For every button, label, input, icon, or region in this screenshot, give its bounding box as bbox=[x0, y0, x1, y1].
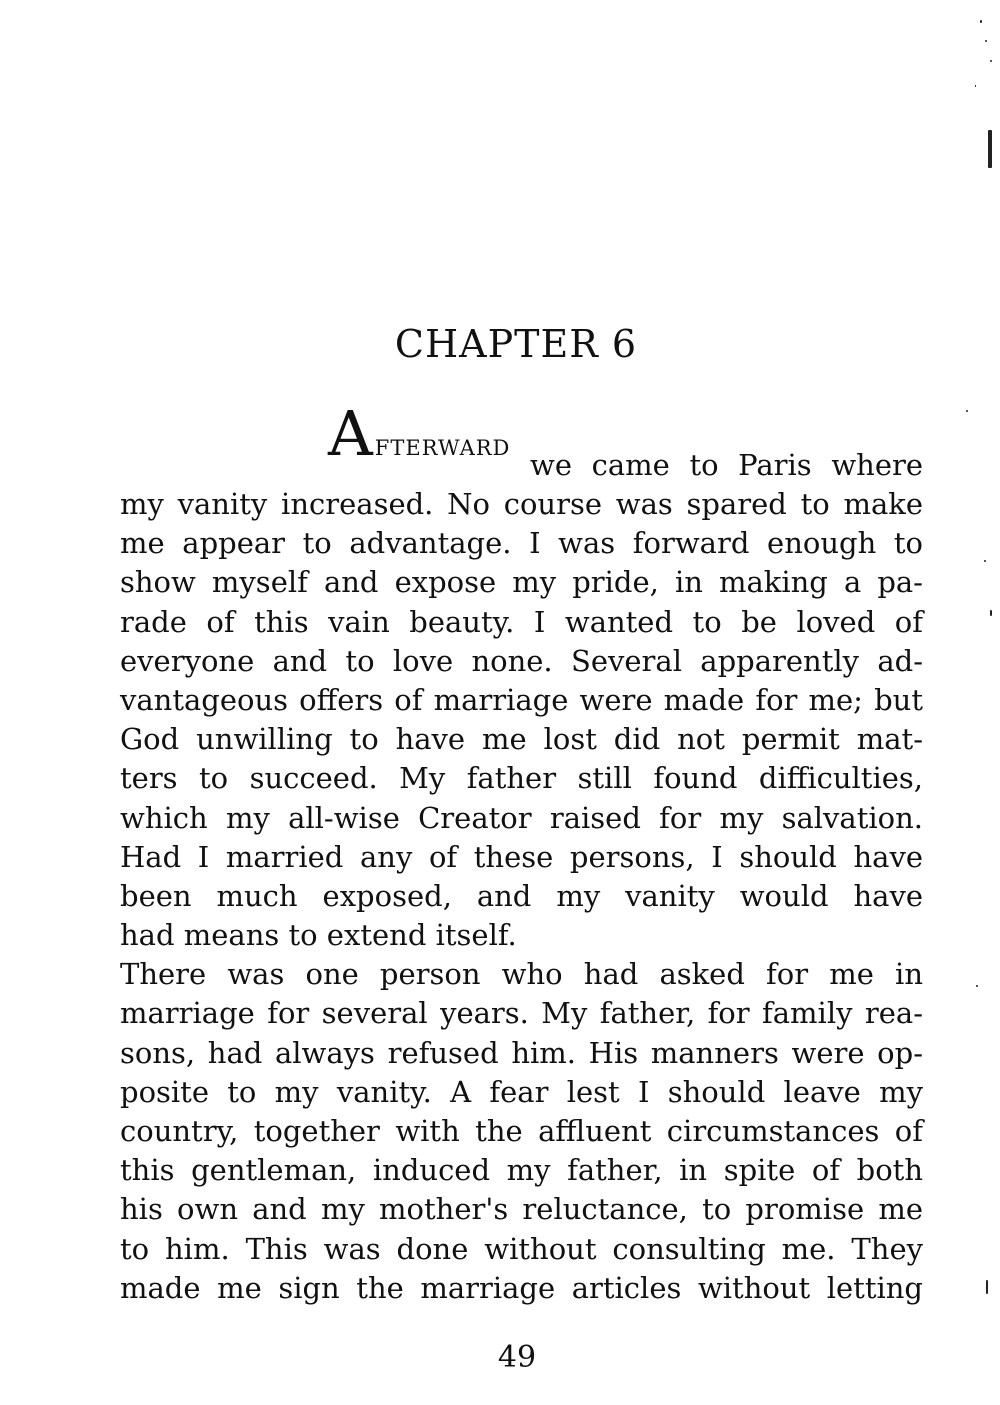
paragraph-2 bbox=[120, 955, 923, 1308]
text-line: rade of this vain beauty. I wanted to be loved of bbox=[120, 604, 923, 639]
text-line: Had I married any of these persons, I should have bbox=[120, 839, 923, 874]
text-line: country, together with the affluent circumstances of bbox=[120, 1114, 923, 1148]
small-caps-word: FTERWARD bbox=[374, 436, 511, 460]
text-line: my vanity increased. No course was spared to make bbox=[120, 487, 923, 521]
scan-artifact bbox=[984, 560, 986, 562]
body-text bbox=[120, 397, 923, 1308]
text-line: There was one person who had asked for me in bbox=[120, 957, 923, 992]
text-line: to him. This was done without consulting me. They bbox=[120, 1231, 923, 1266]
scan-artifact bbox=[990, 610, 992, 616]
opening-word: to bbox=[689, 447, 719, 482]
scan-artifact bbox=[980, 20, 982, 23]
text-line: made me sign the marriage articles without letting bbox=[120, 1270, 923, 1305]
text-line: everyone and to love none. Several apparently ad- bbox=[120, 643, 923, 678]
text-line: which my all-wise Creator raised for my salvation. bbox=[120, 800, 923, 835]
text-line: me appear to advantage. I was forward enough to bbox=[120, 526, 923, 561]
opening-word: where bbox=[831, 447, 923, 482]
opening-word bbox=[328, 397, 511, 485]
scan-artifact bbox=[988, 130, 992, 168]
drop-cap: A bbox=[328, 397, 373, 470]
paragraph-1 bbox=[120, 485, 923, 955]
page-number: 49 bbox=[497, 1340, 537, 1375]
scan-artifact bbox=[976, 985, 978, 987]
opening-word: we bbox=[530, 447, 573, 482]
text-line: marriage for several years. My father, for family rea- bbox=[120, 996, 923, 1031]
text-line: his own and my mother's reluctance, to promise me bbox=[120, 1192, 923, 1227]
text-line: been much exposed, and my vanity would have bbox=[120, 878, 923, 913]
text-line: God unwilling to have me lost did not permit mat- bbox=[120, 722, 923, 757]
opening-line bbox=[120, 397, 923, 485]
scan-artifact bbox=[975, 85, 976, 87]
scan-artifact bbox=[990, 60, 992, 62]
text-line: vantageous offers of marriage were made for me; but bbox=[120, 682, 923, 717]
opening-word: Paris bbox=[738, 447, 812, 482]
scan-artifact bbox=[985, 40, 987, 42]
text-line: show myself and expose my pride, in making a pa- bbox=[120, 565, 923, 600]
scan-artifact bbox=[966, 410, 968, 412]
text-line: this gentleman, induced my father, in spite of both bbox=[120, 1153, 923, 1188]
text-line: ters to succeed. My father still found difficulties, bbox=[120, 761, 923, 796]
opening-word: came bbox=[591, 447, 670, 482]
chapter-title: CHAPTER 6 bbox=[394, 322, 638, 366]
text-line: sons, had always refused him. His manners were op- bbox=[120, 1035, 923, 1070]
text-line: posite to my vanity. A fear lest I should leave my bbox=[120, 1074, 923, 1109]
text-line: had means to extend itself. bbox=[120, 918, 517, 953]
scan-artifact bbox=[986, 1280, 988, 1294]
